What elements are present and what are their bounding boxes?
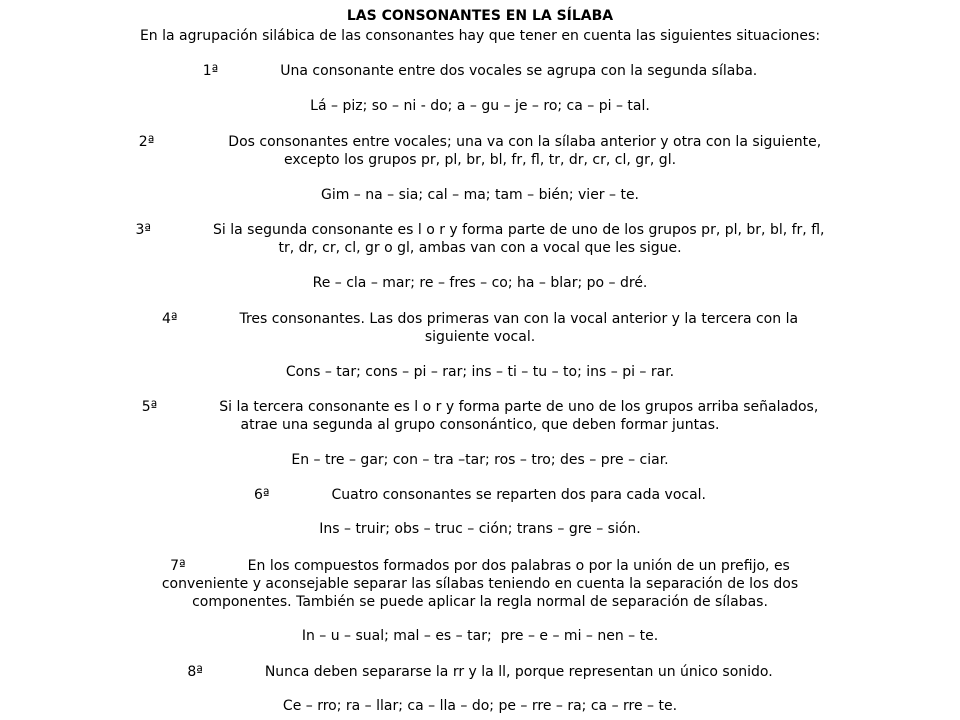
rule-5-example: En – tre – gar; con – tra –tar; ros – tro; des – pre – ciar. (291, 452, 669, 468)
rule-7-example: In – u – sual; mal – es – tar; pre – e – mi – nen – te. (301, 628, 659, 644)
rule-4-example: Cons – tar; cons – pi – rar; ins – ti – tu – to; ins – pi – rar. (285, 364, 675, 380)
rule-6-line-1 (0, 486, 960, 504)
rule-5-line-1 (0, 398, 960, 416)
rule-5-number: 5ª (141, 399, 158, 415)
rule-1-line-1 (0, 62, 960, 80)
rule-3-number: 3ª (135, 222, 152, 238)
rule-4-line-2: siguiente vocal. (424, 329, 536, 345)
rule-2-line-1 (0, 133, 960, 151)
rule-7-number: 7ª (170, 558, 186, 574)
rule-4-line-1 (0, 310, 960, 328)
rule-6-example: Ins – truir; obs – truc – ción; trans – gre – sión. (319, 521, 641, 537)
rule-2-line-2: excepto los grupos pr, pl, br, bl, fr, fl, tr, dr, cr, cl, gr, gl. (283, 152, 677, 168)
intro-text: En la agrupación silábica de las consonantes hay que tener en cuenta las siguientes situaciones: (139, 28, 821, 44)
rule-8-text: Nunca deben separarse la rr y la ll, porque representan un único sonido. (264, 664, 773, 680)
rule-1-text: Una consonante entre dos vocales se agrupa con la segunda sílaba. (280, 63, 758, 79)
rule-7-line-1 (0, 557, 960, 575)
rule-7-text: En los compuestos formados por dos palabras o por la unión de un prefijo, es (247, 558, 790, 574)
rule-8-number: 8ª (187, 664, 203, 680)
rule-5-text: Si la tercera consonante es l o r y forma parte de uno de los grupos arriba señalados, (219, 399, 819, 415)
rule-3-example: Re – cla – mar; re – fres – co; ha – blar; po – dré. (312, 275, 648, 291)
rule-6-number: 6ª (253, 487, 270, 503)
rule-4-number: 4ª (161, 311, 178, 327)
rule-3-line-1 (0, 221, 960, 239)
rule-1-number: 1ª (202, 63, 219, 79)
rule-3-line-2: tr, dr, cr, cl, gr o gl, ambas van con a vocal que les sigue. (278, 240, 682, 256)
rule-8-example: Ce – rro; ra – llar; ca – lla – do; pe – rre – ra; ca – rre – te. (282, 698, 678, 714)
page-title: LAS CONSONANTES EN LA SÍLABA (346, 8, 614, 24)
rule-2-example: Gim – na – sia; cal – ma; tam – bién; vier – te. (320, 187, 640, 203)
rule-5-line-2: atrae una segunda al grupo consonántico, que deben formar juntas. (240, 417, 720, 433)
rule-7-line-3: componentes. También se puede aplicar la regla normal de separación de sílabas. (192, 594, 768, 610)
rule-6-text: Cuatro consonantes se reparten dos para cada vocal. (331, 487, 707, 503)
rule-3-text: Si la segunda consonante es l o r y forma parte de uno de los grupos pr, pl, br, bl, fr, fl, (213, 222, 825, 238)
rule-1-example: Lá – piz; so – ni - do; a – gu – je – ro; ca – pi – tal. (310, 98, 650, 114)
rule-8-line-1 (0, 663, 960, 681)
rule-7-line-2: conveniente y aconsejable separar las sílabas teniendo en cuenta la separación de los dos (161, 576, 799, 592)
rule-2-text: Dos consonantes entre vocales; una va con la sílaba anterior y otra con la siguiente, (228, 134, 822, 150)
rule-2-number: 2ª (138, 134, 155, 150)
rule-4-text: Tres consonantes. Las dos primeras van con la vocal anterior y la tercera con la (239, 311, 799, 327)
